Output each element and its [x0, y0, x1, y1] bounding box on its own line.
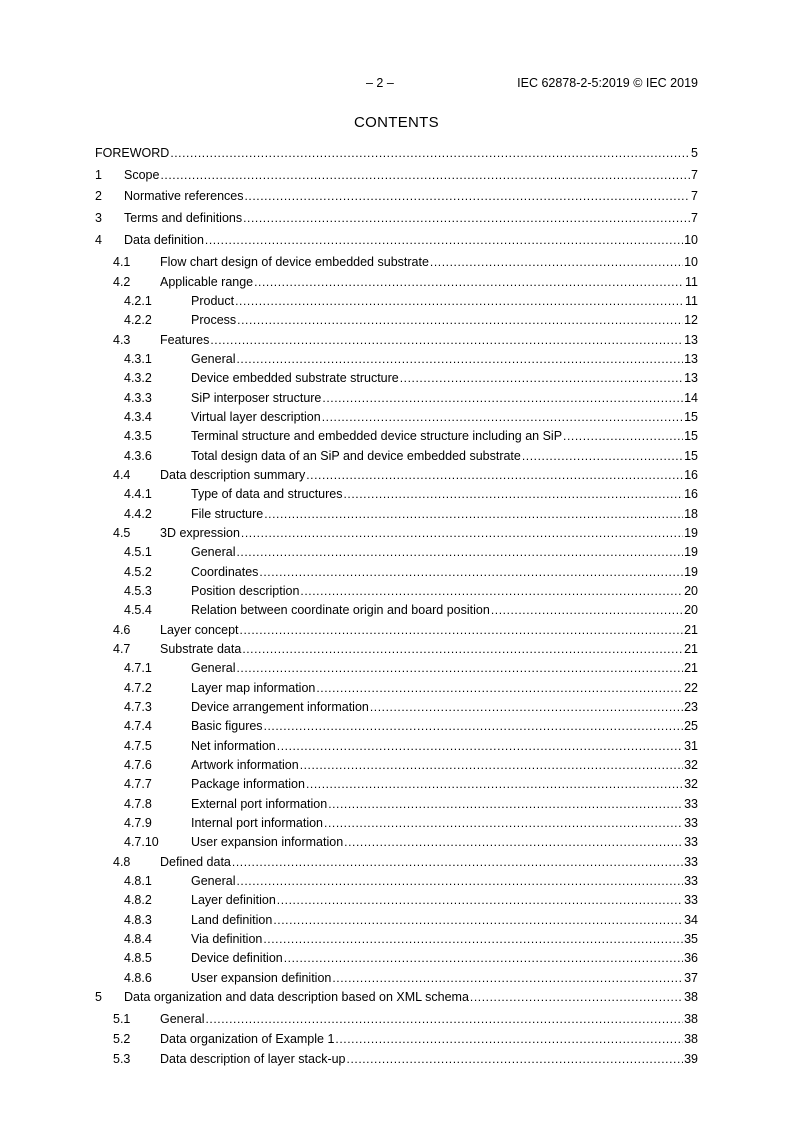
toc-entry-title: General	[191, 661, 236, 675]
toc-entry-number: 2	[95, 189, 102, 203]
toc-entry-number: 4.7.1	[124, 661, 152, 675]
toc-dot-leader	[264, 718, 684, 734]
toc-entry[interactable]	[95, 1051, 698, 1067]
toc-entry-number: 4.7.5	[124, 739, 152, 753]
toc-entry-page: 34	[684, 913, 698, 927]
toc-entry-page: 16	[684, 468, 698, 482]
toc-entry-title: Data description of layer stack-up	[160, 1052, 346, 1066]
toc-dot-leader	[277, 738, 683, 754]
toc-entry-page: 19	[684, 545, 698, 559]
toc-entry[interactable]	[95, 641, 698, 657]
toc-dot-leader	[470, 989, 683, 1005]
toc-dot-leader	[322, 390, 683, 406]
toc-entry[interactable]	[95, 757, 698, 773]
toc-entry[interactable]	[95, 892, 698, 908]
toc-entry-page: 32	[684, 777, 698, 791]
toc-entry-page: 37	[684, 971, 698, 985]
toc-entry-number: 4.2.2	[124, 313, 152, 327]
toc-entry-title: Substrate data	[160, 642, 242, 656]
toc-dot-leader	[243, 210, 690, 226]
toc-entry[interactable]	[95, 332, 698, 348]
document-reference: IEC 62878-2-5:2019 © IEC 2019	[517, 76, 698, 90]
toc-entry-number: 5.3	[113, 1052, 131, 1066]
toc-entry[interactable]	[95, 970, 698, 986]
toc-dot-leader	[264, 506, 683, 522]
toc-entry-title: Data definition	[124, 233, 204, 247]
toc-entry-page: 15	[684, 449, 698, 463]
toc-entry-title: Device arrangement information	[191, 700, 369, 714]
toc-entry-number: 4.6	[113, 623, 131, 637]
toc-entry-page: 21	[684, 642, 698, 656]
toc-entry-number: 4.8.6	[124, 971, 152, 985]
toc-entry[interactable]	[95, 699, 698, 715]
toc-dot-leader	[277, 892, 683, 908]
toc-dot-leader	[245, 188, 691, 204]
toc-entry[interactable]	[95, 312, 698, 328]
toc-dot-leader	[316, 680, 683, 696]
toc-entry-number: 4.3.2	[124, 371, 152, 385]
toc-entry[interactable]	[95, 232, 698, 248]
toc-entry-number: 5	[95, 990, 102, 1004]
toc-entry-page: 21	[684, 623, 698, 637]
toc-dot-leader	[306, 776, 683, 792]
toc-dot-leader	[236, 873, 683, 889]
toc-entry[interactable]	[95, 602, 698, 618]
toc-entry[interactable]	[95, 583, 698, 599]
toc-entry-page: 20	[684, 603, 698, 617]
toc-entry-title: Internal port information	[191, 816, 324, 830]
toc-entry[interactable]	[95, 1031, 698, 1047]
toc-entry-number: 4.5	[113, 526, 131, 540]
toc-entry-page: 16	[684, 487, 698, 501]
toc-dot-leader	[306, 467, 683, 483]
toc-entry[interactable]	[95, 622, 698, 638]
toc-entry-title: Data organization of Example 1	[160, 1032, 335, 1046]
toc-entry-title: Terminal structure and embedded device structure including an SiP	[191, 429, 563, 443]
toc-entry-number: 4.3.5	[124, 429, 152, 443]
toc-entry-page: 23	[684, 700, 698, 714]
toc-entry[interactable]	[95, 409, 698, 425]
toc-entry[interactable]	[95, 351, 698, 367]
toc-entry-number: 4.7.9	[124, 816, 152, 830]
toc-entry-page: 11	[685, 294, 698, 308]
toc-entry-title: External port information	[191, 797, 328, 811]
toc-entry-title: Features	[160, 333, 210, 347]
toc-entry-number: 4.8.4	[124, 932, 152, 946]
toc-entry[interactable]	[95, 738, 698, 754]
toc-dot-leader	[237, 312, 683, 328]
toc-entry-page: 18	[684, 507, 698, 521]
toc-entry[interactable]	[95, 718, 698, 734]
toc-entry-page: 13	[684, 371, 698, 385]
toc-entry-number: 4	[95, 233, 102, 247]
toc-entry-page: 5	[691, 146, 698, 160]
toc-entry-page: 21	[684, 661, 698, 675]
toc-entry-page: 10	[684, 233, 698, 247]
toc-entry-page: 38	[684, 1012, 698, 1026]
toc-entry-page: 7	[691, 211, 698, 225]
toc-entry-title: Data description summary	[160, 468, 306, 482]
toc-entry-title: Flow chart design of device embedded substrate	[160, 255, 429, 269]
toc-entry-title: Net information	[191, 739, 276, 753]
toc-entry-title: Via definition	[191, 932, 263, 946]
toc-entry-page: 33	[684, 816, 698, 830]
toc-entry[interactable]	[95, 931, 698, 947]
toc-entry[interactable]	[95, 564, 698, 580]
toc-entry-title: Basic figures	[191, 719, 263, 733]
toc-entry-title: SiP interposer structure	[191, 391, 322, 405]
toc-entry-number: 4.2.1	[124, 294, 152, 308]
toc-entry-number: 4.8.5	[124, 951, 152, 965]
toc-entry-title: Land definition	[191, 913, 273, 927]
toc-entry-page: 13	[684, 352, 698, 366]
toc-entry-title: Product	[191, 294, 235, 308]
toc-dot-leader	[430, 254, 683, 270]
toc-entry-page: 38	[684, 1032, 698, 1046]
toc-entry-page: 20	[684, 584, 698, 598]
toc-entry-page: 33	[684, 874, 698, 888]
toc-entry-page: 19	[684, 565, 698, 579]
toc-entry[interactable]	[95, 428, 698, 444]
toc-entry-number: 4.5.3	[124, 584, 152, 598]
toc-entry-number: 4.5.4	[124, 603, 152, 617]
toc-dot-leader	[522, 448, 683, 464]
toc-dot-leader	[263, 931, 683, 947]
toc-entry-page: 12	[684, 313, 698, 327]
toc-dot-leader	[322, 409, 683, 425]
toc-entry-number: 4.3.1	[124, 352, 152, 366]
toc-entry-number: 4.7.2	[124, 681, 152, 695]
toc-entry-title: Terms and definitions	[124, 211, 243, 225]
toc-dot-leader	[210, 332, 683, 348]
toc-entry-title: Device embedded substrate structure	[191, 371, 399, 385]
toc-entry[interactable]	[95, 448, 698, 464]
toc-dot-leader	[160, 167, 690, 183]
toc-entry-title: General	[191, 352, 236, 366]
toc-entry-page: 33	[684, 855, 698, 869]
toc-entry-page: 15	[684, 429, 698, 443]
toc-entry-page: 7	[691, 168, 698, 182]
toc-entry[interactable]	[95, 854, 698, 870]
toc-dot-leader	[300, 757, 683, 773]
toc-entry-number: 4.5.1	[124, 545, 152, 559]
toc-entry[interactable]	[95, 274, 698, 290]
toc-entry-title: 3D expression	[160, 526, 240, 540]
toc-entry-title: Virtual layer description	[191, 410, 321, 424]
toc-entry-title: Device definition	[191, 951, 283, 965]
toc-entry-title: General	[160, 1012, 205, 1026]
toc-entry-number: 4.7.4	[124, 719, 152, 733]
toc-entry-page: 36	[684, 951, 698, 965]
toc-dot-leader	[241, 525, 683, 541]
toc-entry-number: 5.1	[113, 1012, 131, 1026]
toc-entry-number: 4.3.3	[124, 391, 152, 405]
toc-entry-number: 4.1	[113, 255, 131, 269]
page-number: – 2 –	[366, 76, 394, 90]
toc-entry[interactable]	[95, 873, 698, 889]
toc-entry-title: Coordinates	[191, 565, 259, 579]
toc-entry-number: 4.4.2	[124, 507, 152, 521]
toc-entry[interactable]	[95, 950, 698, 966]
toc-entry[interactable]	[95, 467, 698, 483]
toc-entry[interactable]	[95, 544, 698, 560]
toc-entry[interactable]	[95, 1011, 698, 1027]
toc-entry-page: 10	[684, 255, 698, 269]
toc-entry-page: 22	[684, 681, 698, 695]
toc-entry-title: FOREWORD	[95, 146, 170, 160]
toc-entry-page: 19	[684, 526, 698, 540]
toc-entry-page: 32	[684, 758, 698, 772]
toc-entry-number: 5.2	[113, 1032, 131, 1046]
toc-entry[interactable]	[95, 776, 698, 792]
toc-entry[interactable]	[95, 167, 698, 183]
toc-entry-number: 4.2	[113, 275, 131, 289]
toc-dot-leader	[344, 834, 683, 850]
toc-entry[interactable]	[95, 506, 698, 522]
toc-entry[interactable]	[95, 254, 698, 270]
toc-entry-title: User expansion information	[191, 835, 344, 849]
toc-dot-leader	[232, 854, 683, 870]
toc-entry[interactable]	[95, 486, 698, 502]
toc-entry-number: 4.3.6	[124, 449, 152, 463]
toc-entry-number: 4.8.1	[124, 874, 152, 888]
toc-entry-title: Position description	[191, 584, 300, 598]
toc-dot-leader	[170, 145, 690, 161]
toc-entry-number: 4.7	[113, 642, 131, 656]
toc-entry-number: 4.7.3	[124, 700, 152, 714]
toc-entry[interactable]	[95, 145, 698, 161]
toc-dot-leader	[235, 293, 684, 309]
toc-dot-leader	[205, 1011, 683, 1027]
toc-entry[interactable]	[95, 834, 698, 850]
toc-entry-title: General	[191, 545, 236, 559]
toc-entry[interactable]	[95, 660, 698, 676]
toc-entry-title: Data organization and data description based on XML schema	[124, 990, 469, 1004]
toc-dot-leader	[563, 428, 683, 444]
toc-entry-page: 7	[691, 189, 698, 203]
toc-entry-number: 4.3	[113, 333, 131, 347]
toc-entry-page: 33	[684, 797, 698, 811]
toc-entry-title: Process	[191, 313, 237, 327]
toc-entry-title: Scope	[124, 168, 160, 182]
toc-entry-number: 4.8.3	[124, 913, 152, 927]
toc-entry[interactable]	[95, 989, 698, 1005]
toc-entry[interactable]	[95, 293, 698, 309]
toc-entry[interactable]	[95, 525, 698, 541]
toc-entry[interactable]	[95, 210, 698, 226]
toc-dot-leader	[236, 351, 683, 367]
toc-entry-page: 38	[684, 990, 698, 1004]
toc-entry-title: General	[191, 874, 236, 888]
toc-dot-leader	[328, 796, 683, 812]
toc-dot-leader	[347, 1051, 684, 1067]
toc-entry-number: 4.7.10	[124, 835, 159, 849]
toc-entry-page: 25	[684, 719, 698, 733]
toc-entry-page: 39	[684, 1052, 698, 1066]
toc-entry-page: 35	[684, 932, 698, 946]
toc-dot-leader	[236, 660, 683, 676]
toc-entry-page: 13	[684, 333, 698, 347]
toc-entry-page: 31	[684, 739, 698, 753]
toc-entry-title: Relation between coordinate origin and board position	[191, 603, 490, 617]
toc-entry-title: Total design data of an SiP and device embedded substrate	[191, 449, 521, 463]
toc-entry-page: 33	[684, 893, 698, 907]
toc-entry-page: 33	[684, 835, 698, 849]
toc-dot-leader	[240, 622, 684, 638]
toc-entry-page: 14	[684, 391, 698, 405]
contents-title: CONTENTS	[354, 114, 439, 131]
toc-entry-number: 4.7.7	[124, 777, 152, 791]
toc-dot-leader	[254, 274, 684, 290]
toc-dot-leader	[300, 583, 683, 599]
toc-entry-number: 4.7.8	[124, 797, 152, 811]
toc-entry-number: 4.3.4	[124, 410, 152, 424]
toc-entry-title: User expansion definition	[191, 971, 332, 985]
page-header	[95, 76, 698, 92]
toc-entry-number: 4.4.1	[124, 487, 152, 501]
toc-dot-leader	[332, 970, 683, 986]
toc-entry-number: 4.8.2	[124, 893, 152, 907]
toc-entry[interactable]	[95, 796, 698, 812]
toc-dot-leader	[205, 232, 683, 248]
toc-entry[interactable]	[95, 912, 698, 928]
toc-dot-leader	[343, 486, 683, 502]
toc-entry-title: Artwork information	[191, 758, 299, 772]
toc-entry-title: File structure	[191, 507, 264, 521]
toc-dot-leader	[335, 1031, 683, 1047]
toc-entry-title: Type of data and structures	[191, 487, 343, 501]
toc-dot-leader	[370, 699, 683, 715]
toc-entry[interactable]	[95, 680, 698, 696]
toc-dot-leader	[273, 912, 683, 928]
toc-entry-number: 4.7.6	[124, 758, 152, 772]
toc-entry-title: Layer map information	[191, 681, 316, 695]
toc-dot-leader	[236, 544, 683, 560]
toc-dot-leader	[324, 815, 683, 831]
toc-entry-title: Package information	[191, 777, 305, 791]
toc-entry-title: Layer definition	[191, 893, 276, 907]
toc-entry-title: Layer concept	[160, 623, 239, 637]
toc-entry[interactable]	[95, 815, 698, 831]
toc-entry[interactable]	[95, 390, 698, 406]
toc-dot-leader	[400, 370, 683, 386]
toc-entry-title: Normative references	[124, 189, 244, 203]
toc-dot-leader	[242, 641, 683, 657]
toc-dot-leader	[284, 950, 683, 966]
toc-entry-page: 15	[684, 410, 698, 424]
toc-entry-number: 4.5.2	[124, 565, 152, 579]
toc-entry-title: Applicable range	[160, 275, 254, 289]
toc-entry[interactable]	[95, 370, 698, 386]
toc-dot-leader	[259, 564, 683, 580]
toc-entry-page: 11	[685, 275, 698, 289]
toc-entry[interactable]	[95, 188, 698, 204]
toc-entry-title: Defined data	[160, 855, 231, 869]
toc-entry-number: 4.8	[113, 855, 131, 869]
toc-entry-number: 1	[95, 168, 102, 182]
toc-dot-leader	[491, 602, 683, 618]
toc-entry-number: 4.4	[113, 468, 131, 482]
toc-entry-number: 3	[95, 211, 102, 225]
